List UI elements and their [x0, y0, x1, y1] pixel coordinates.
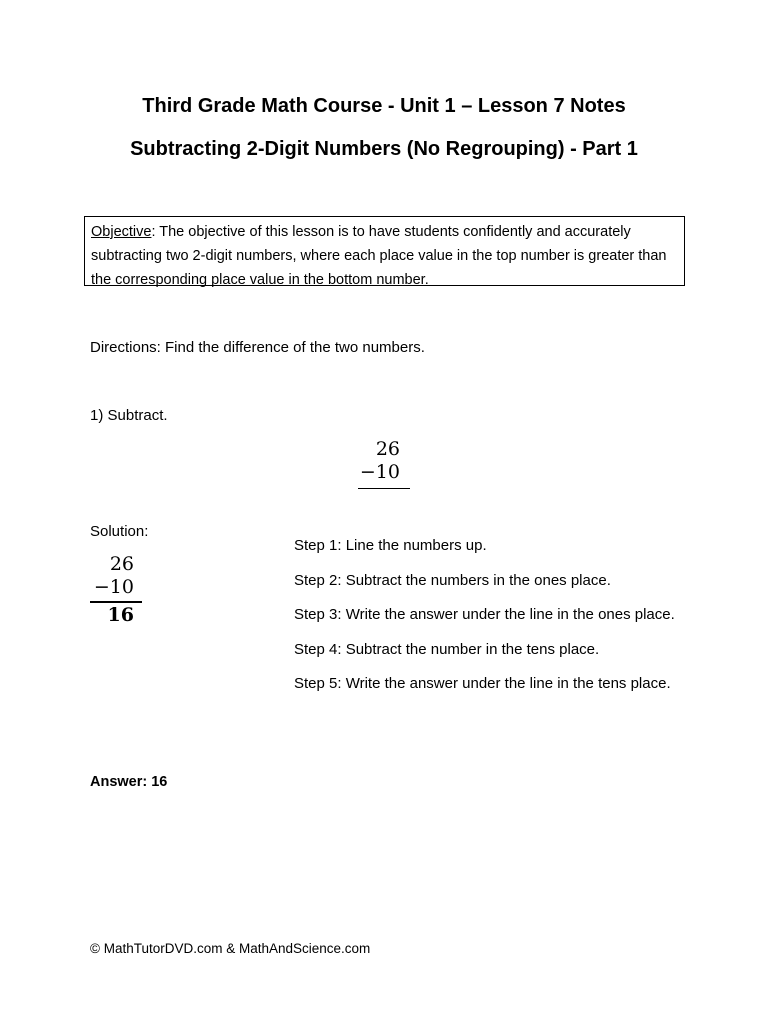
- problem-label: 1) Subtract.: [90, 407, 168, 424]
- solution-top-number: 26: [109, 553, 134, 575]
- footer-copyright: © MathTutorDVD.com & MathAndScience.com: [90, 941, 371, 956]
- solution-equation: [88, 553, 134, 627]
- problem-bottom-number: −10: [359, 461, 400, 483]
- objective-label: Objective: [91, 224, 152, 240]
- problem-equation: [356, 438, 400, 489]
- step-4: Step 4: Subtract the number in the tens place.: [294, 640, 600, 658]
- solution-label: Solution:: [90, 523, 149, 540]
- step-1: Step 1: Line the numbers up.: [294, 537, 487, 554]
- page-subtitle: Subtracting 2-Digit Numbers (No Regrouping) - Part 1: [130, 138, 638, 160]
- step-2: Step 2: Subtract the numbers in the ones place.: [294, 571, 611, 589]
- step-3: Step 3: Write the answer under the line in the ones place.: [294, 606, 675, 623]
- problem-top-number: 26: [375, 438, 400, 460]
- directions-text: Directions: Find the difference of the two numbers.: [90, 339, 425, 356]
- objective-text: : The objective of this lesson is to have students confidently and accurately subtracting two 2-digit numbers, where each place value in the top number is greater than the corresponding place value in the bottom number.: [91, 224, 667, 288]
- solution-rule-line: [90, 601, 142, 603]
- step-5: Step 5: Write the answer under the line in the tens place.: [294, 675, 671, 692]
- answer-text: Answer: 16: [90, 774, 168, 790]
- steps-list: [294, 537, 675, 710]
- page-title: Third Grade Math Course - Unit 1 – Lesson 7 Notes: [142, 95, 626, 117]
- solution-bottom-number: −10: [93, 576, 134, 598]
- objective-box: [84, 216, 685, 286]
- problem-rule-line: [358, 488, 410, 489]
- solution-result: 16: [107, 604, 134, 626]
